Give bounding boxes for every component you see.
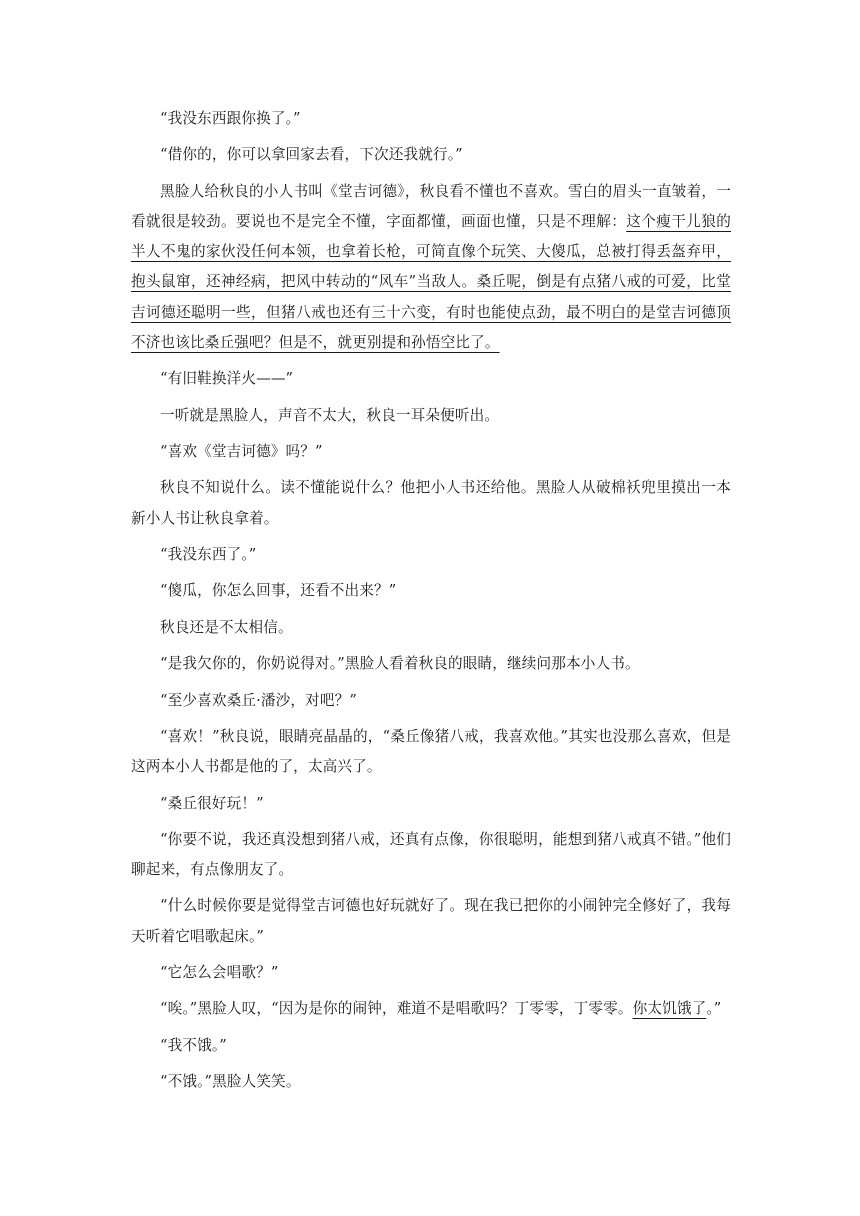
text-segment: “唉。”黑脸人叹，“因为是你的闹钟，难道不是唱歌吗？丁零零，丁零零。 bbox=[160, 1000, 633, 1018]
paragraph-4 bbox=[131, 364, 731, 394]
paragraph-7 bbox=[131, 473, 731, 533]
text-segment: “是我欠你的，你奶说得对。”黑脸人看着秋良的眼睛，继续问那本小人书。 bbox=[160, 655, 640, 673]
paragraph-3 bbox=[131, 177, 731, 358]
text-segment: 秋良不知说什么。读不懂能说什么？他把小人书还给他。黑脸人从破棉袄兜里摸出一本新小人书让秋良拿着。 bbox=[131, 479, 731, 527]
text-segment: 一听就是黑脸人，声音不太大，秋良一耳朵便听出。 bbox=[160, 406, 500, 424]
text-segment: 秋良还是不太相信。 bbox=[160, 618, 293, 636]
paragraph-20 bbox=[131, 1067, 731, 1097]
text-segment: 。” bbox=[706, 1000, 722, 1018]
paragraph-10 bbox=[131, 613, 731, 643]
paragraph-6 bbox=[131, 437, 731, 467]
text-segment: “喜欢《堂吉诃德》吗？” bbox=[160, 442, 323, 460]
text-segment: “至少喜欢桑丘·潘沙，对吧？” bbox=[160, 691, 357, 709]
text-segment: “借你的，你可以拿回家去看，下次还我就行。” bbox=[160, 146, 463, 164]
text-segment: “它怎么会唱歌？” bbox=[160, 964, 279, 982]
paragraph-19 bbox=[131, 1031, 731, 1061]
underlined-phrase: 你太饥饿了 bbox=[632, 1000, 707, 1018]
paragraph-8 bbox=[131, 540, 731, 570]
text-segment: “什么时候你要是觉得堂吉诃德也好玩就好了。现在我已把你的小闹钟完全修好了，我每天听着它唱歌起床。” bbox=[131, 897, 731, 945]
paragraph-15 bbox=[131, 825, 731, 885]
text-segment: “你要不说，我还真没想到猪八戒，还真有点像，你很聪明，能想到猪八戒真不错。”他们聊起来，有点像朋友了。 bbox=[131, 830, 731, 879]
text-segment: “不饿。”黑脸人笑笑。 bbox=[160, 1073, 301, 1091]
text-segment: “傻瓜，你怎么回事，还看不出来？” bbox=[160, 582, 397, 600]
document-page bbox=[131, 104, 731, 1104]
paragraph-11 bbox=[131, 649, 731, 679]
paragraph-5 bbox=[131, 401, 731, 431]
text-segment: 黑脸人给秋良的小人书叫《堂吉诃德》，秋良看不懂也不喜欢。雪白的眉头一直皱着，一看就很是较劲。要说也不是完全不懂，字面都懂，画面也懂，只是不理解： bbox=[131, 182, 731, 230]
text-segment: “我不饿。” bbox=[160, 1036, 227, 1054]
paragraph-9 bbox=[131, 576, 731, 606]
paragraph-17 bbox=[131, 958, 731, 988]
paragraph-14 bbox=[131, 789, 731, 819]
text-segment: “有旧鞋换洋火——” bbox=[160, 370, 294, 388]
paragraph-2 bbox=[131, 140, 731, 170]
text-segment: “我没东西了。” bbox=[160, 545, 257, 563]
text-segment: “我没东西跟你换了。” bbox=[160, 110, 301, 127]
paragraph-18 bbox=[131, 994, 731, 1024]
paragraph-12 bbox=[131, 686, 731, 716]
underlined-passage: 这个瘦干儿狼的半人不鬼的家伙没任何本领，也拿着长枪，可简直像个玩笑、大傻瓜，总被打得丢盔弃甲，抱头鼠窜，还神经病，把风中转动的“风车”当敌人。桑丘呢，倒是有点猪八戒的可爱，比堂吉诃德还聪明一些，但猪八戒也还有三十六变，有时也能使点劲，最不明白的是堂吉诃德顶不济也该比桑丘强吧？但是不，就更别提和孙悟空比了。 bbox=[131, 212, 732, 351]
text-segment: “桑丘很好玩！” bbox=[160, 794, 264, 812]
text-segment: “喜欢！”秋良说，眼睛亮晶晶的，“桑丘像猪八戒，我喜欢他。”其实也没那么喜欢，但是这两本小人书都是他的了，太高兴了。 bbox=[131, 727, 731, 776]
paragraph-13 bbox=[131, 722, 731, 782]
paragraph-16 bbox=[131, 891, 731, 951]
paragraph-1 bbox=[131, 104, 731, 134]
